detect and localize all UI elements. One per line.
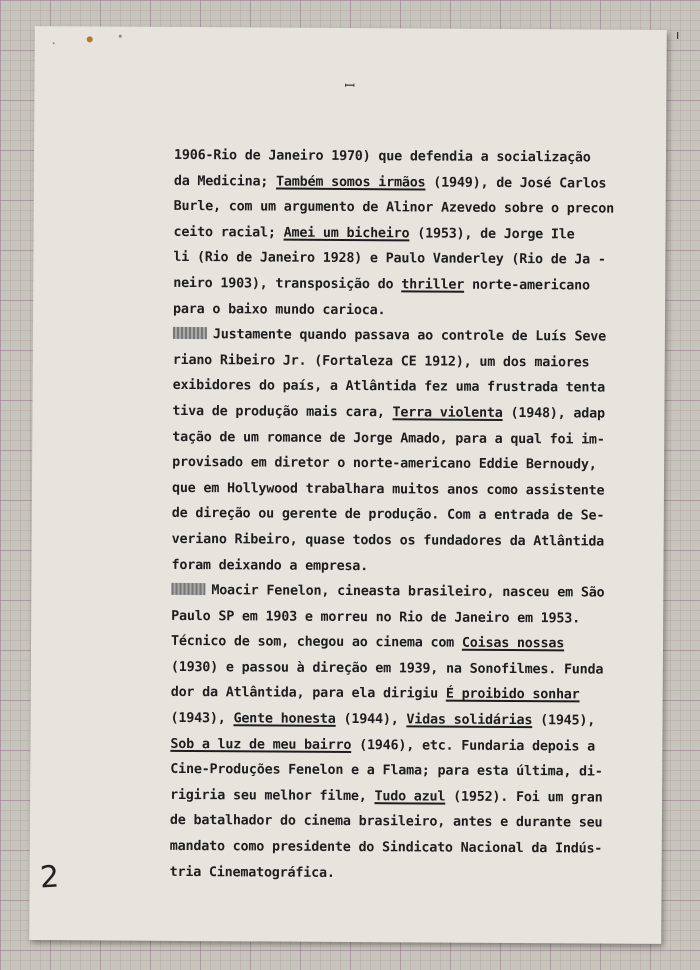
text-line: exibidores do país, a Atlântida fez uma frustrada tenta — [172, 378, 606, 396]
text-line: de batalhador do cinema brasileiro, antes e durante seu — [169, 813, 603, 831]
text-line: da Medicina; Também somos irmãos (1949), de José Carlos — [173, 173, 607, 192]
text-line: Cine-Produções Fenelon e a Flama; para esta última, di- — [170, 762, 603, 780]
genre-term: thriller — [401, 277, 465, 293]
text-line: neiro 1903), transposição do thriller norte-americano — [173, 275, 590, 294]
handwritten-page-number: 2 — [39, 859, 60, 896]
text-line: rigiria seu melhor filme, Tudo azul (1952). Foi um gran — [170, 787, 603, 806]
text-line: mandato como presidente do Sindicato Nacional da Indús- — [169, 838, 603, 857]
film-title: Sob a luz de meu bairro — [170, 736, 352, 753]
text-line: riano Ribeiro Jr. (Fortaleza CE 1912), um dos maiores — [172, 352, 590, 371]
text-line: tiva de produção mais cara, Terra violenta (1948), adap — [172, 403, 605, 422]
paragraph-marker — [171, 583, 205, 595]
text-line: Moacir Fenelon, cineasta brasileiro, nasceu em São — [171, 578, 651, 607]
page-mark: ꟷ — [344, 78, 356, 95]
text-line: dor da Atlântida, para ela dirigiu É proibido sonhar — [170, 685, 580, 703]
stain-spot — [87, 36, 93, 42]
text-line: li (Rio de Janeiro 1928) e Paulo Vanderley (Rio de Ja - — [173, 250, 606, 268]
film-title: Gente honesta — [233, 711, 336, 727]
text-line: Sob a luz de meu bairro (1946), etc. Fundaria depois a — [170, 736, 595, 755]
body-text — [170, 143, 655, 888]
text-line: provisado em diretor o norte-americano Eddie Bernoudy, — [172, 455, 597, 473]
text-line: veriano Ribeiro, quase todos os fundadores da Atlântida — [171, 531, 605, 550]
typewritten-page — [29, 26, 667, 944]
film-title: Terra violenta — [392, 405, 503, 421]
edge-mark: ı — [676, 28, 680, 42]
film-title: Amei um bicheiro — [283, 225, 410, 242]
text-line: Técnico de som, chegou ao cinema com Coisas nossas — [170, 634, 565, 652]
text-line: 1906-Rio de Janeiro 1970) que defendia a socialização — [173, 147, 591, 166]
text-line: Paulo SP em 1903 e morreu no Rio de Janeiro em 1953. — [171, 608, 581, 627]
film-title: Também somos irmãos — [276, 174, 426, 191]
text-line: ceito racial; Amei um bicheiro (1953), de Jorge Ile — [173, 224, 575, 243]
stain-spot — [53, 42, 55, 44]
text-line: Burle, com um argumento de Alinor Azevedo sobre o precon — [173, 199, 615, 217]
text-line: (1943), Gente honesta (1944), Vidas solidárias (1945), — [170, 710, 596, 729]
text-line: de direção ou gerente de produção. Com a entrada de Se- — [171, 506, 605, 524]
text-line: tria Cinematográfica. — [169, 864, 335, 881]
text-line: (1930) e passou à direção em 1939, na Sonofilmes. Funda — [170, 659, 604, 678]
text-line: que em Hollywood trabalhara muitos anos como assistente — [171, 480, 605, 499]
text-line: foram deixando a empresa. — [171, 557, 369, 574]
film-title: Coisas nossas — [461, 635, 565, 652]
text-line: para o baixo mundo carioca. — [173, 301, 386, 318]
film-title: Tudo azul — [374, 789, 446, 805]
text-line: Justamente quando passava ao controle de Luís Seve — [173, 322, 653, 351]
film-title: Vidas solidárias — [406, 712, 533, 729]
film-title: É proibido sonhar — [445, 687, 580, 703]
paragraph-marker — [173, 327, 207, 339]
text-line: tação de um romance de Jorge Amado, para a qual foi im- — [172, 429, 605, 448]
stain-spot — [119, 35, 122, 38]
